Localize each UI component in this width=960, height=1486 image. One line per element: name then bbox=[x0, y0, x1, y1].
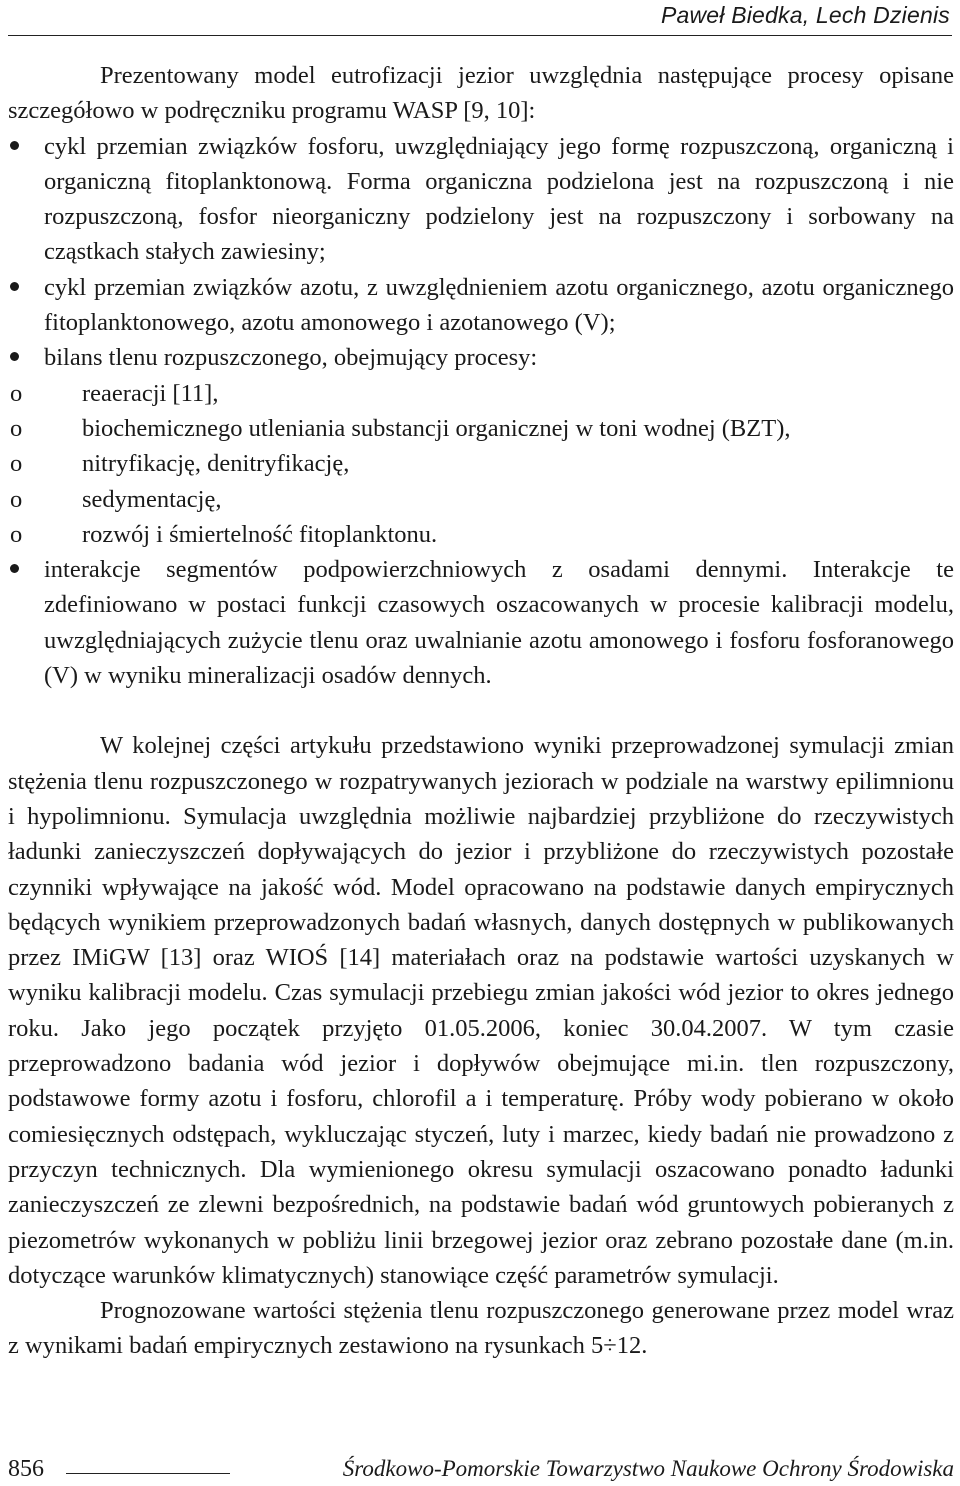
sublist-item-text: biochemicznego utleniania substancji organicznej w toni wodnej (BZT), bbox=[82, 414, 791, 442]
oxygen-process-sublist bbox=[8, 376, 954, 552]
bullet-icon bbox=[10, 282, 19, 291]
list-item-text: cykl przemian związków azotu, z uwzględnieniem azotu organicznego, azotu organicznego fitoplanktonowego, azotu amonowego i azotanowego (V); bbox=[44, 273, 954, 337]
bullet-icon bbox=[10, 141, 19, 150]
bullet-icon bbox=[10, 352, 19, 361]
page-header bbox=[0, 0, 960, 36]
sublist-item bbox=[8, 517, 954, 552]
body-paragraph: Prognozowane wartości stężenia tlenu rozpuszczonego generowane przez model wraz z wynikami badań empirycznych zestawiono na rysunkach 5÷12. bbox=[8, 1297, 954, 1360]
section-spacer bbox=[8, 693, 954, 728]
sublist-item bbox=[8, 411, 954, 446]
list-item-text: cykl przemian związków fosforu, uwzględniający jego formę rozpuszczoną, organiczną i organiczną fitoplanktonową. Forma organiczna podzielona jest na rozpuszczoną i nie rozpuszczoną, fosfor nieorganiczny podzielony jest na rozpuszczony i sorbowany na cząstkach stałych zawiesiny; bbox=[44, 132, 954, 266]
intro-paragraph: Prezentowany model eutrofizacji jezior uwzględnia następujące procesy opisane szczegółowo w podręczniku programu WASP [9, 10]: bbox=[8, 62, 954, 125]
bullet-icon bbox=[10, 564, 19, 573]
circle-bullet-icon: o bbox=[10, 485, 23, 513]
journal-name: Środkowo-Pomorskie Towarzystwo Naukowe Ochrony Środowiska bbox=[342, 1456, 954, 1481]
circle-bullet-icon: o bbox=[10, 379, 23, 407]
list-item bbox=[8, 340, 954, 552]
page-footer bbox=[0, 1452, 960, 1486]
footer-rule bbox=[66, 1473, 230, 1474]
list-item bbox=[8, 552, 954, 693]
list-item bbox=[8, 270, 954, 341]
process-list bbox=[8, 129, 954, 694]
sublist-item-text: reaeracji [11], bbox=[82, 379, 219, 407]
page-number: 856 bbox=[8, 1456, 44, 1482]
header-rule bbox=[8, 35, 952, 36]
list-item-text: interakcje segmentów podpowierzchniowych z osadami dennymi. Interakcje te zdefiniowano w postaci funkcji czasowych oszacowanych w procesie kalibracji modelu, uwzględniających zużycie tlenu oraz uwalnianie azotu amonowego i fosforu fosforanowego (V) w wyniku mineralizacji osadów dennych. bbox=[44, 556, 954, 690]
circle-bullet-icon: o bbox=[10, 520, 23, 548]
sublist-item bbox=[8, 446, 954, 481]
list-item bbox=[8, 129, 954, 270]
body-paragraph: W kolejnej części artykułu przedstawiono wyniki przeprowadzonej symulacji zmian stężenia tlenu rozpuszczonego w rozpatrywanych jeziorach w podziale na warstwy epilimnionu i hypolimnionu. Symulacja uwzględnia możliwie najbardziej przybliżone do rzeczywistych ładunki zanieczyszczeń dopływających do jezior i przybliżone do rzeczywistych pozostałe czynniki wpływające na jakość wód. Model opracowano na podstawie danych empirycznych będących wynikiem przeprowadzonych badań własnych, danych dostępnych w publikowanych przez IMiGW [13] oraz WIOŚ [14] materiałach oraz na podstawie wartości uzyskanych w wyniku kalibracji modelu. Czas symulacji przebiegu zmian jakości wód jezior to okres jednego roku. Jako jego początek przyjęto 01.05.2006, koniec 30.04.2007. W tym czasie przeprowadzono badania wód jezior i dopływów obejmujące mi.in. tlen rozpuszczony, podstawowe formy azotu i fosforu, chlorofil a i temperaturę. Próby wody pobierano w około comiesięcznych odstępach, wykluczając styczeń, luty i marzec, kiedy badań nie prowadzono z przyczyn technicznych. Dla wymienionego okresu symulacji oszacowano ponadto ładunki zanieczyszczeń ze zlewni bezpośrednich, na podstawie badań wód gruntowych pobieranych z piezometrów wykonanych w pobliżu linii brzegowej jezior oraz zebrano pozostałe dane (m.in. dotyczące warunków klimatycznych) stanowiące część parametrów symulacji. bbox=[8, 732, 954, 1289]
circle-bullet-icon: o bbox=[10, 450, 23, 478]
page-body bbox=[8, 58, 954, 1364]
running-head-authors: Paweł Biedka, Lech Dzienis bbox=[660, 2, 950, 28]
sublist-item-text: nitryfikację, denitryfikację, bbox=[82, 450, 350, 478]
sublist-item-text: sedymentację, bbox=[82, 485, 222, 513]
list-item-text: bilans tlenu rozpuszczonego, obejmujący procesy: bbox=[44, 344, 538, 372]
sublist-item-text: rozwój i śmiertelność fitoplanktonu. bbox=[82, 520, 438, 548]
sublist-item bbox=[8, 376, 954, 411]
sublist-item bbox=[8, 482, 954, 517]
circle-bullet-icon: o bbox=[10, 414, 23, 442]
